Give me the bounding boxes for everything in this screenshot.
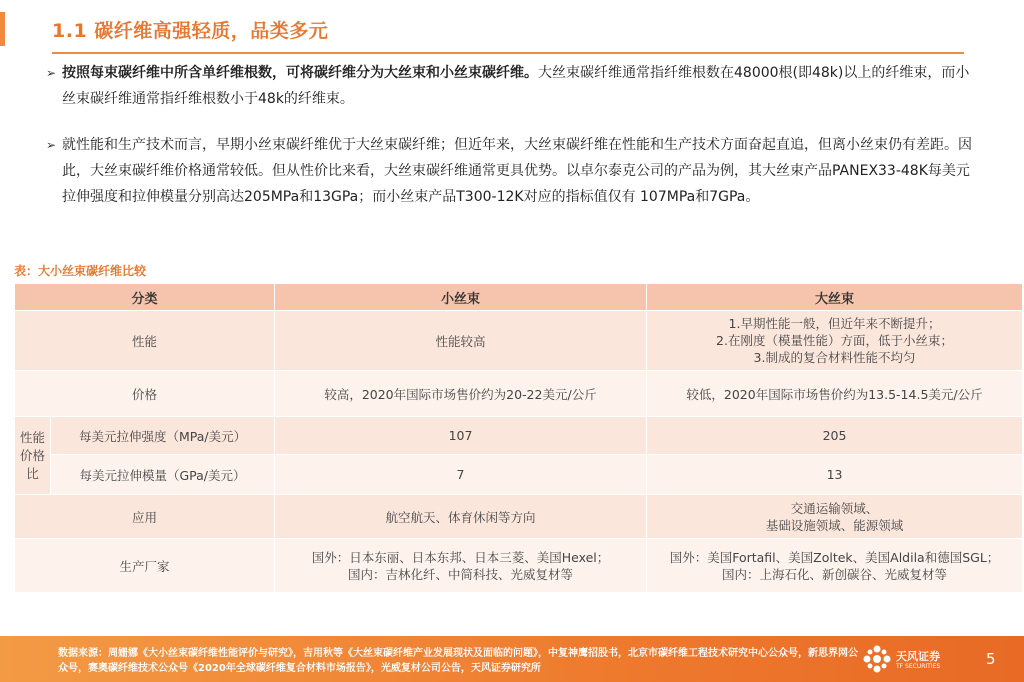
table-row: [15, 371, 1023, 417]
title-divider: [52, 52, 964, 54]
cell-large: 13: [647, 455, 1023, 495]
cell-line: 基础设施领域、能源领域: [765, 517, 904, 533]
row-label: 生产厂家: [15, 539, 275, 593]
table-row: [15, 417, 1023, 455]
footer-bar: [0, 636, 1024, 682]
comparison-table: [14, 283, 1023, 593]
table-row: [15, 539, 1023, 593]
bullet-item: [46, 132, 976, 210]
logo-subtitle: TF SECURITIES: [896, 663, 941, 670]
cell-small: 107: [275, 417, 647, 455]
row-label: 每美元拉伸模量（GPa/美元）: [51, 455, 275, 495]
arrow-bullet-icon: ➢: [46, 138, 57, 152]
cell-small: 航空航天、体育休闲等方向: [275, 495, 647, 539]
cell-line: 3.制成的复合材料性能不均匀: [753, 350, 916, 365]
cell-small: 性能较高: [275, 311, 647, 371]
row-label: 价格: [15, 371, 275, 417]
cell-large: [647, 539, 1023, 593]
page-title: 1.1 碳纤维高强轻质，品类多元: [52, 20, 329, 42]
row-label: 每美元拉伸强度（MPa/美元）: [51, 417, 275, 455]
arrow-bullet-icon: ➢: [46, 66, 57, 80]
bullet-item: [46, 60, 976, 112]
page-number: 5: [986, 650, 996, 668]
cell-large: [647, 495, 1023, 539]
table-row: [15, 455, 1023, 495]
cell-small: 7: [275, 455, 647, 495]
cell-line: 国外：日本东丽、日本东邦、日本三菱、美国Hexel；: [311, 549, 610, 565]
table-row: [15, 495, 1023, 539]
row-label: 性能: [15, 311, 275, 371]
cell-line: 国外：美国Fortafil、美国Zoltek、美国Aldila和德国SGL；: [669, 549, 1000, 565]
row-label: 应用: [15, 495, 275, 539]
cell-line: 1.早期性能一般，但近年来不断提升；: [728, 316, 941, 331]
table-header-row: [15, 284, 1023, 311]
logo-name: 天风证券: [896, 650, 940, 663]
cell-small: [275, 539, 647, 593]
table-row: [15, 311, 1023, 371]
header-small-tow: 小丝束: [275, 284, 647, 311]
bullet-list: [46, 60, 976, 210]
header-category: 分类: [15, 284, 275, 311]
cell-line: 国内：吉林化纤、中简科技、光威复材等: [348, 566, 574, 582]
cell-small: 较高，2020年国际市场售价约为20-22美元/公斤: [275, 371, 647, 417]
cell-line: 2.在刚度（模量性能）方面，低于小丝束；: [716, 333, 953, 348]
bullet-bold-text: 按照每束碳纤维中所含单纤维根数，可将碳纤维分为大丝束和小丝束碳纤维。: [62, 65, 538, 81]
title-bar: [0, 0, 1024, 58]
cell-large: 较低，2020年国际市场售价约为13.5-14.5美元/公斤: [647, 371, 1023, 417]
table-caption: 表：大小丝束碳纤维比较: [14, 264, 147, 278]
header-large-tow: 大丝束: [647, 284, 1023, 311]
title-accent-bar: [0, 12, 5, 46]
logo-flower-icon: [862, 644, 892, 674]
cell-large: [647, 311, 1023, 371]
cell-large: 205: [647, 417, 1023, 455]
cell-line: 交通运输领域、: [790, 500, 879, 516]
source-note: 数据来源：周姗娜《大小丝束碳纤维性能评价与研究》，吉用秋等《大丝束碳纤维产业发展现状及面临的问题》，中复神鹰招股书，北京市碳纤维工程技术研究中心公众号，新思界网公众号，赛奥碳纤维技术公众号《2020年全球碳纤维复合材料市场报告》，光威复材公司公告，天风证券研究所: [58, 648, 858, 674]
cell-line: 国内：上海石化、新创碳谷、光威复材等: [722, 566, 948, 582]
company-logo: [862, 644, 948, 674]
bullet-text: 就性能和生产技术而言，早期小丝束碳纤维优于大丝束碳纤维；但近年来，大丝束碳纤维在性能和生产技术方面奋起直追，但离小丝束仍有差距。因此，大丝束碳纤维价格通常较低。但从性价比来看，大丝束碳纤维通常更具优势。以卓尔泰克公司的产品为例，其大丝束产品PANEX33-48K每美元拉伸强度和拉伸模量分别高达205MPa和13GPa；而小丝束产品T300-12K对应的指标值仅有 107MPa和7GPa。: [62, 137, 972, 205]
row-group-label: 性能价格比: [15, 417, 51, 495]
bullet-text: 大丝束碳纤维通常指纤维根数在48000根(即48k)以上的纤维束，而小丝束碳纤维通常指纤维根数小于48k的纤维束。: [62, 65, 970, 107]
